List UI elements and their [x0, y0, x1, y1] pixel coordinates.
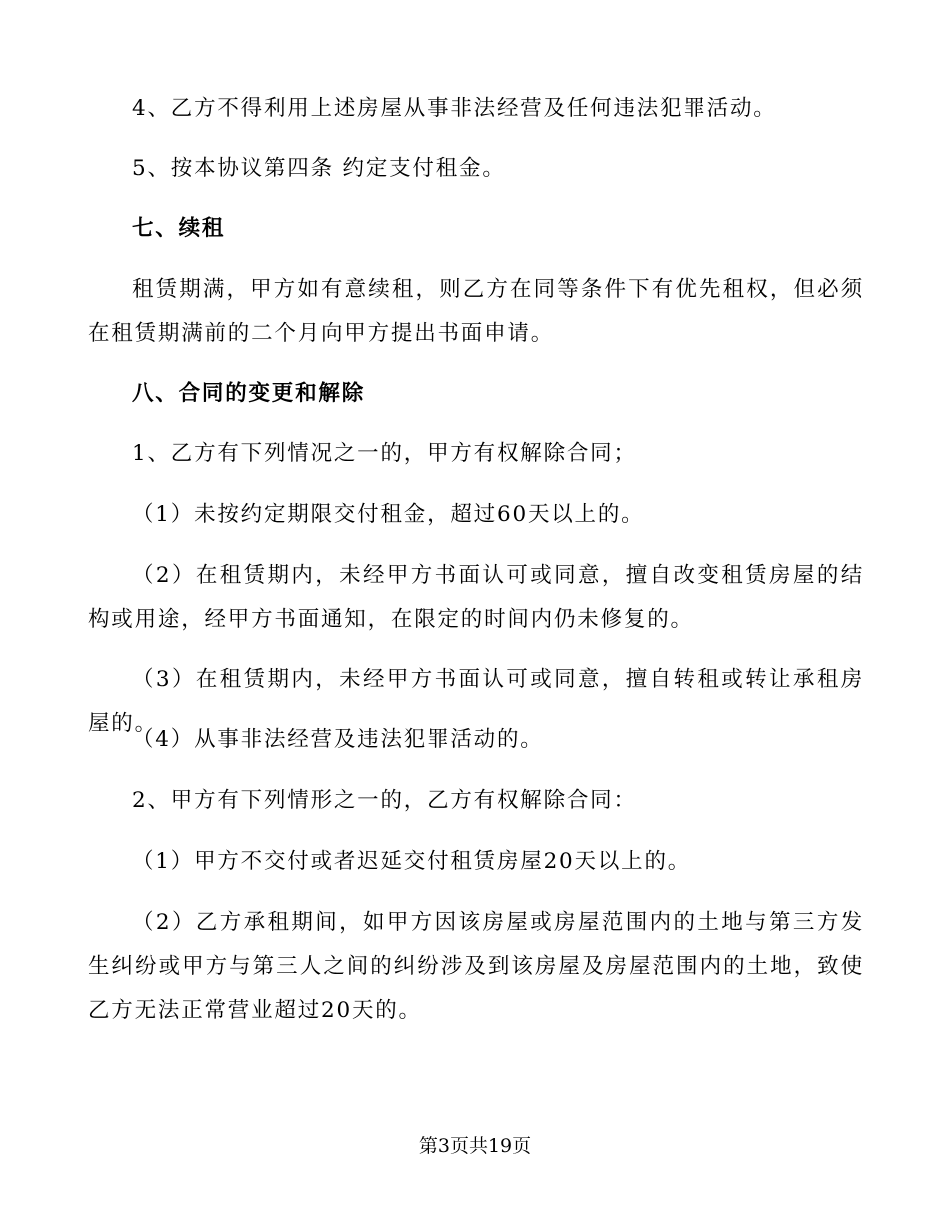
page-number-footer: 第3页共19页: [418, 1135, 532, 1157]
item-2-1-paragraph: （1）甲方不交付或者迟延交付租赁房屋20天以上的。: [132, 849, 692, 874]
item-1-4-paragraph: （4）从事非法经营及违法犯罪活动的。: [132, 727, 544, 752]
item-2-2-paragraph: （2）乙方承租期间，如甲方因该房屋或房屋范围内的土地与第三方发生纠纷或甲方与第三人之间的纠纷涉及到该房屋及房屋范围内的土地，致使乙方无法正常营业超过20天的。: [88, 910, 864, 1023]
item-1-2-paragraph: （2）在租赁期内，未经甲方书面认可或同意，擅自改变租赁房屋的结构或用途，经甲方书面通知，在限定的时间内仍未修复的。: [88, 563, 864, 632]
item-1-3-paragraph: （3）在租赁期内，未经甲方书面认可或同意，擅自转租或转让承租房屋的。: [88, 667, 864, 736]
item-1-1-paragraph: （1）未按约定期限交付租金，超过60天以上的。: [132, 502, 645, 527]
clause-5-paragraph: 5、按本协议第四条 约定支付租金。: [132, 156, 506, 181]
clause-4-paragraph: 4、乙方不得利用上述房屋从事非法经营及任何违法犯罪活动。: [132, 96, 777, 121]
section-8-heading: 八、合同的变更和解除: [132, 381, 366, 406]
clause-1-paragraph: 1、乙方有下列情况之一的，甲方有权解除合同；: [132, 441, 637, 466]
section-7-heading: 七、续租: [132, 216, 226, 241]
clause-2-paragraph: 2、甲方有下列情形之一的，乙方有权解除合同：: [132, 788, 637, 813]
renewal-paragraph: 租赁期满，甲方如有意续租，则乙方在同等条件下有优先租权，但必须在租赁期满前的二个月向甲方提出书面申请。: [88, 277, 864, 346]
